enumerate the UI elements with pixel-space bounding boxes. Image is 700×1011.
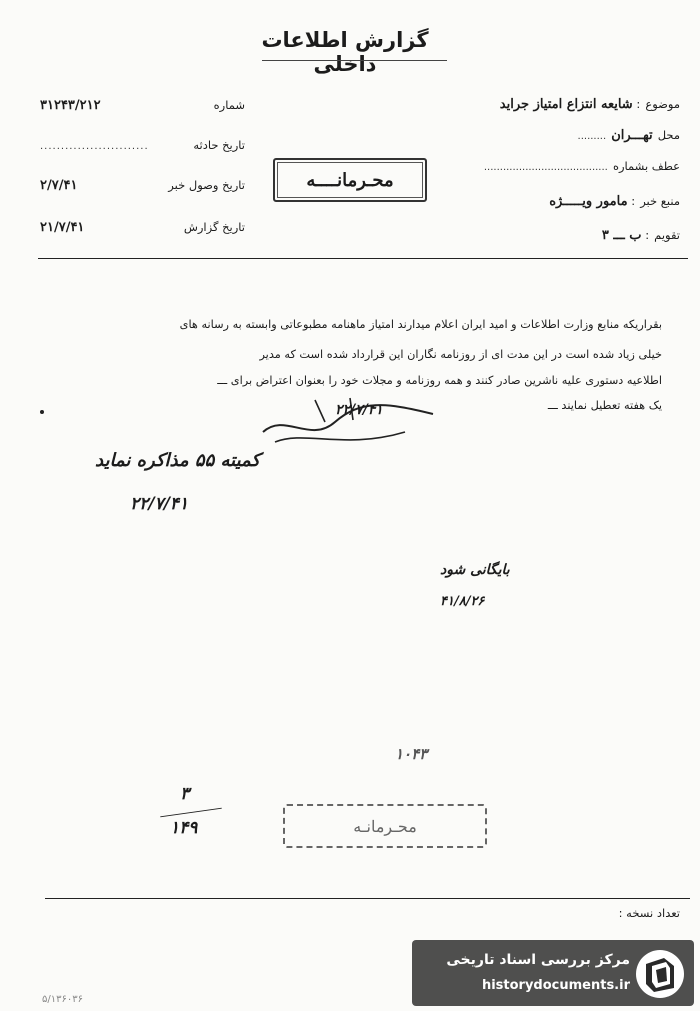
body-line-2: خیلی زیاد شده است در این مدت ای از روزنامه نگاران این قرارداد شده است که مدیر xyxy=(259,348,662,361)
faded-stamp: محـرمانـه xyxy=(283,804,487,848)
evaluation-field: تقویم : ب ـــ ۳ xyxy=(601,228,680,243)
confidential-stamp: محـرمانــــه xyxy=(273,158,427,202)
attachment-field: عطف بشماره ....................................... xyxy=(483,159,680,173)
fraction-bottom: ۱۴۹ xyxy=(170,818,198,838)
event-date-field xyxy=(40,138,245,152)
source-value: مامور ویـــــژه xyxy=(549,194,628,209)
title-underline xyxy=(262,60,447,61)
margin-note-date: ۲۲/۷/۴۱ xyxy=(130,494,189,514)
number-label: شماره xyxy=(213,98,245,112)
evaluation-value: ب ـــ ۳ xyxy=(601,228,642,243)
body-line-1: بقراریکه منابع وزارت اطلاعات و امید ایران اعلام میدارند امتیاز ماهنامه مطبوعاتی وابسته به رسانه های xyxy=(179,318,662,331)
document-title: گزارش اطلاعات داخلی xyxy=(261,28,429,76)
archive-note: بایگانی شود xyxy=(440,562,510,578)
place-field: محل تهـــران ......... xyxy=(577,128,680,143)
report-date-label: تاریخ گزارش xyxy=(183,220,245,234)
source-label: منبع خبر xyxy=(640,194,680,208)
place-label: محل xyxy=(657,128,680,142)
report-date-value: ۲۱/۷/۴۱ xyxy=(40,220,85,235)
archive-date: ۴۱/۸/۲۶ xyxy=(440,594,485,609)
margin-note: کمیته ۵۵ مذاکره نماید xyxy=(95,450,261,471)
scribble-number: ۱۰۴۳ xyxy=(395,745,428,763)
evaluation-label: تقویم xyxy=(654,228,680,242)
subject-value: شایعه انتزاع امتیاز جراید xyxy=(499,97,633,112)
body-line-4: یک هفته تعطیل نمایند ـــ xyxy=(547,399,662,412)
signature-mark xyxy=(255,392,440,452)
attachment-label: عطف بشماره xyxy=(612,159,680,173)
fraction-bar xyxy=(160,808,222,818)
event-date-dots: .......................... xyxy=(40,141,149,152)
subject-field: موضوع : شایعه انتزاع امتیاز جراید xyxy=(499,97,680,112)
watermark-url: historydocuments.ir xyxy=(481,978,630,993)
archive-logo-icon xyxy=(634,948,686,1000)
signature-date: ۲۲/۷/۴۱ xyxy=(335,402,383,418)
header-divider xyxy=(38,258,688,259)
receipt-date-field xyxy=(40,178,245,193)
page-code: ۵/۱۳۶۰۳۶ xyxy=(42,994,83,1005)
copies-label: تعداد نسخه : xyxy=(618,906,680,920)
number-value: ۳۱۲۴۳/۲۱۲ xyxy=(40,98,101,113)
report-date-field xyxy=(40,220,245,235)
place-value: تهـــران xyxy=(611,128,653,143)
receipt-date-label: تاریخ وصول خبر xyxy=(168,178,245,192)
watermark-org-name: مرکز بررسی اسناد تاریخی xyxy=(446,952,630,968)
footer-divider xyxy=(45,898,690,899)
ink-dot xyxy=(40,410,44,414)
receipt-date-value: ۲/۷/۴۱ xyxy=(40,178,78,193)
source-field: منبع خبر : مامور ویـــــژه xyxy=(549,194,680,209)
body-line-3: اطلاعیه دستوری علیه ناشرین صادر کنند و همه روزنامه و مجلات خود را بعنوان اعتراض برای ـــ xyxy=(217,374,662,387)
fraction-top: ۳ xyxy=(180,784,190,804)
number-field xyxy=(40,98,245,113)
subject-label: موضوع xyxy=(645,97,680,111)
event-date-label: تاریخ حادثه xyxy=(193,138,245,152)
